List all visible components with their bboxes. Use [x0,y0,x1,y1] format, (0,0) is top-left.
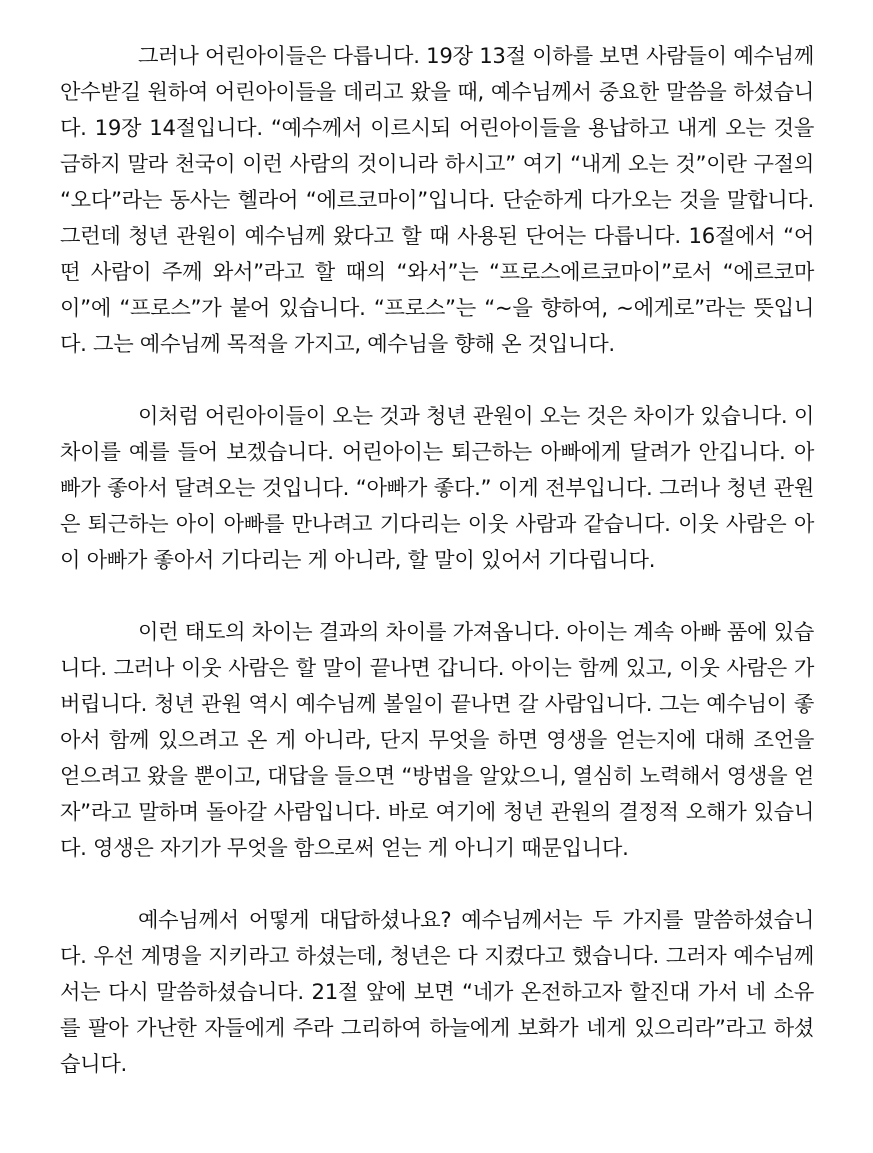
paragraph-2: 이처럼 어린아이들이 오는 것과 청년 관원이 오는 것은 차이가 있습니다. 이 차이를 예를 들어 보겠습니다. 어린아이는 퇴근하는 아빠에게 달려가 안깁니다. 아빠가 좋아서 달려오는 것입니다. “아빠가 좋다.” 이게 전부입니다. 그러나 청년 관원은 퇴근하는 아이 아빠를 만나려고 기다리는 이웃 사람과 같습니다. 이웃 사람은 아이 아빠가 좋아서 기다리는 게 아니라, 할 말이 있어서 기다립니다. [60,403,814,572]
paragraph-1: 그러나 어린아이들은 다릅니다. 19장 13절 이하를 보면 사람들이 예수님께 안수받길 원하여 어린아이들을 데리고 왔을 때, 예수님께서 중요한 말씀을 하셨습니다. 19장 14절입니다. “예수께서 이르시되 어린아이들을 용납하고 내게 오는 것을 금하지 말라 천국이 이런 사람의 것이니라 하시고” 여기 “내게 오는 것”이란 구절의 “오다”라는 동사는 헬라어 “에르코마이”입니다. 단순하게 다가오는 것을 말합니다. 그런데 청년 관원이 예수님께 왔다고 할 때 사용된 단어는 다릅니다. 16절에서 “어떤 사람이 주께 와서”라고 할 때의 “와서”는 “프로스에르코마이”로서 “에르코마이”에 “프로스”가 붙어 있습니다. “프로스”는 “~을 향하여, ~에게로”라는 뜻입니다. 그는 예수님께 목적을 가지고, 예수님을 향해 온 것입니다. [60,43,814,356]
document-page [60,38,814,1082]
paragraph-3: 이런 태도의 차이는 결과의 차이를 가져옵니다. 아이는 계속 아빠 품에 있습니다. 그러나 이웃 사람은 할 말이 끝나면 갑니다. 아이는 함께 있고, 이웃 사람은 가버립니다. 청년 관원 역시 예수님께 볼일이 끝나면 갈 사람입니다. 그는 예수님이 좋아서 함께 있으려고 온 게 아니라, 단지 무엇을 하면 영생을 얻는지에 대해 조언을 얻으려고 왔을 뿐이고, 대답을 들으면 “방법을 알았으니, 열심히 노력해서 영생을 얻자”라고 말하며 돌아갈 사람입니다. 바로 여기에 청년 관원의 결정적 오해가 있습니다. 영생은 자기가 무엇을 함으로써 얻는 게 아니기 때문입니다. [60,619,814,860]
paragraph-4: 예수님께서 어떻게 대답하셨나요? 예수님께서는 두 가지를 말씀하셨습니다. 우선 계명을 지키라고 하셨는데, 청년은 다 지켰다고 했습니다. 그러자 예수님께서는 다시 말씀하셨습니다. 21절 앞에 보면 “네가 온전하고자 할진대 가서 네 소유를 팔아 가난한 자들에게 주라 그리하여 하늘에게 보화가 네게 있으리라”라고 하셨습니다. [60,907,814,1076]
